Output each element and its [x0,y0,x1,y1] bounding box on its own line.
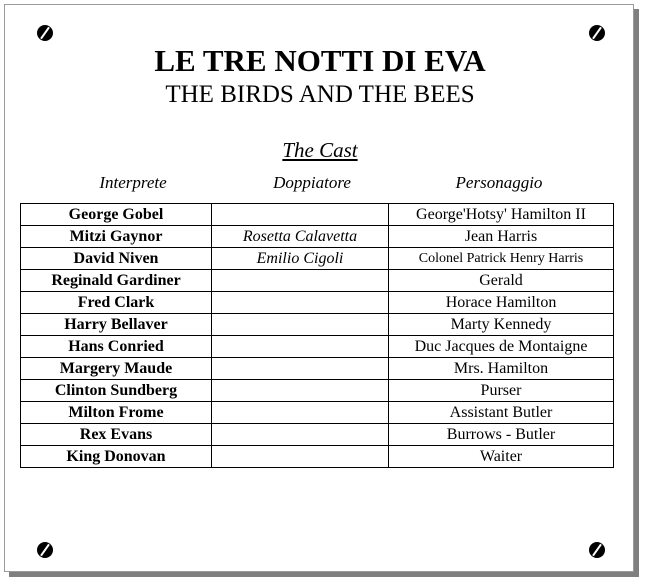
dubber-cell [212,314,389,336]
column-header-personaggio: Personaggio [455,173,543,192]
cast-heading: The Cast [282,138,358,162]
actor-cell: Milton Frome [21,402,212,424]
actor-cell: David Niven [21,248,212,270]
table-row [21,314,614,336]
dubber-cell [212,336,389,358]
screw-bottom-right-icon [589,542,605,558]
actor-cell: Mitzi Gaynor [21,226,212,248]
cast-table [20,203,614,468]
column-header-doppiatore: Doppiatore [273,173,351,192]
actor-cell: Clinton Sundberg [21,380,212,402]
role-cell: Duc Jacques de Montaigne [389,336,614,358]
cast-plaque [4,4,634,572]
dubber-cell [212,424,389,446]
actor-cell: Rex Evans [21,424,212,446]
role-cell: Horace Hamilton [389,292,614,314]
dubber-cell [212,358,389,380]
role-cell: Gerald [389,270,614,292]
actor-cell: Harry Bellaver [21,314,212,336]
role-cell: Assistant Butler [389,402,614,424]
screw-top-right-icon [589,25,605,41]
role-cell: Jean Harris [389,226,614,248]
screw-top-left-icon [37,25,53,41]
role-cell: George'Hotsy' Hamilton II [389,204,614,226]
table-row [21,336,614,358]
page-subtitle: THE BIRDS AND THE BEES [165,81,475,108]
dubber-cell [212,446,389,468]
dubber-cell [212,292,389,314]
dubber-cell: Rosetta Calavetta [212,226,389,248]
table-row [21,270,614,292]
role-cell: Waiter [389,446,614,468]
screw-bottom-left-icon [37,542,53,558]
dubber-cell [212,380,389,402]
role-cell: Purser [389,380,614,402]
role-cell: Marty Kennedy [389,314,614,336]
table-row [21,248,614,270]
table-row [21,292,614,314]
role-cell: Colonel Patrick Henry Harris [389,248,614,270]
actor-cell: Fred Clark [21,292,212,314]
dubber-cell [212,204,389,226]
dubber-cell: Emilio Cigoli [212,248,389,270]
actor-cell: King Donovan [21,446,212,468]
actor-cell: Margery Maude [21,358,212,380]
table-row [21,446,614,468]
actor-cell: Reginald Gardiner [21,270,212,292]
role-cell: Mrs. Hamilton [389,358,614,380]
actor-cell: Hans Conried [21,336,212,358]
role-cell: Burrows - Butler [389,424,614,446]
table-row [21,358,614,380]
table-row [21,380,614,402]
page-title: LE TRE NOTTI DI EVA [154,43,486,78]
actor-cell: George Gobel [21,204,212,226]
table-row [21,204,614,226]
table-row [21,402,614,424]
column-header-interprete: Interprete [99,173,167,192]
dubber-cell [212,402,389,424]
table-row [21,424,614,446]
table-row [21,226,614,248]
dubber-cell [212,270,389,292]
